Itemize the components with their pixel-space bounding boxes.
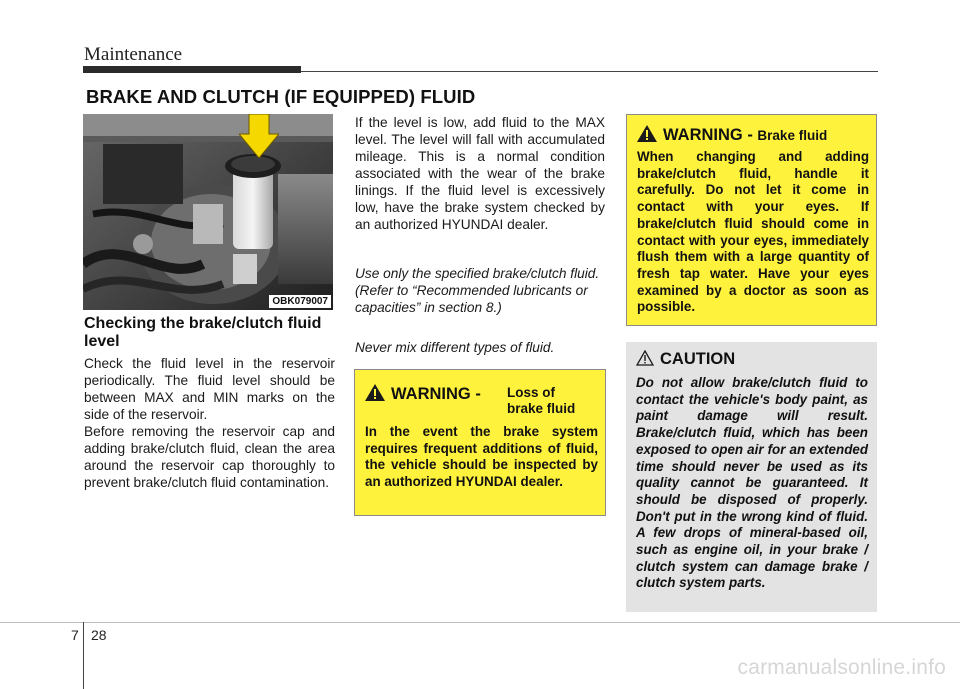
warning-title	[637, 125, 872, 145]
warning-triangle-icon	[365, 384, 385, 401]
warning-triangle-icon	[637, 125, 657, 142]
paragraph-check-level: Check the fluid level in the reservoir periodically. The fluid level should be between MAX and MIN marks on the side of the reservoir.	[84, 356, 335, 422]
engine-bay-illustration	[83, 114, 333, 310]
warning-label: WARNING -	[663, 126, 753, 144]
warning-body: In the event the brake system requires frequent additions of fluid, the vehicle should be inspected by an authorized HYUNDAI dealer.	[365, 424, 598, 490]
chapter-number: 7	[71, 627, 79, 643]
caution-body: Do not allow brake/clutch fluid to contact the vehicle's body paint, as paint damage will result. Brake/clutch fluid, which has been exposed to open air for an extended time should never be used as its quality cannot be guaranteed. It should be disposed of properly. Don't put in the wrong kind of fluid. A few drops of mineral-based oil, such as engine oil, in your brake / clutch system can damage brake / clutch system parts.	[636, 375, 868, 591]
footer-rule	[0, 622, 960, 623]
warning-brake-fluid	[626, 114, 877, 326]
caution-label: CAUTION	[660, 350, 736, 368]
main-heading: BRAKE AND CLUTCH (IF EQUIPPED) FLUID	[86, 86, 476, 107]
paragraph-specified-fluid: Use only the specified brake/clutch fluid. (Refer to “Recommended lubricants or capacities” in section 8.)	[355, 266, 600, 315]
caution-triangle-icon	[636, 350, 654, 366]
watermark: carmanualsonline.info	[737, 656, 946, 679]
paragraph-before-removing: Before removing the reservoir cap and adding brake/clutch fluid, clean the area around the reservoir cap thoroughly to prevent brake/clutch fluid contamination.	[84, 424, 335, 490]
header-bar	[83, 66, 301, 73]
caution-box	[626, 342, 877, 612]
section-title: Maintenance	[84, 44, 183, 65]
paragraph-never-mix: Never mix different types of fluid.	[355, 340, 555, 355]
paragraph-level-low: If the level is low, add fluid to the MAX level. The level will fall with accumulated mileage. This is a normal condition associated with the wear of the brake linings. If the fluid level is excessively low, have the brake system checked by an authorized HYUNDAI dealer.	[355, 115, 605, 232]
header-rule	[301, 71, 878, 72]
engine-bay-photo	[83, 114, 333, 310]
sub-heading: Checking the brake/clutch fluid level	[84, 315, 322, 350]
photo-code: OBK079007	[269, 295, 331, 308]
caution-title	[636, 350, 735, 369]
warning-label: WARNING -	[391, 385, 481, 403]
warning-subject-line2: brake fluid	[507, 401, 576, 416]
warning-subject-line1: Loss of	[507, 385, 556, 400]
page-number: 28	[91, 627, 107, 643]
warning-loss-of-brake-fluid	[354, 369, 606, 516]
down-arrow-icon	[239, 114, 279, 158]
footer-divider	[83, 622, 84, 689]
warning-title	[365, 384, 600, 416]
warning-body: When changing and adding brake/clutch fluid, handle it carefully. Do not let it come in contact with your eyes. If brake/clutch fluid should come in contact with your eyes, immediately flush them with a large quantity of fresh tap water. Have your eyes examined by a doctor as soon as possible.	[637, 149, 869, 315]
warning-subject: Brake fluid	[757, 128, 828, 143]
